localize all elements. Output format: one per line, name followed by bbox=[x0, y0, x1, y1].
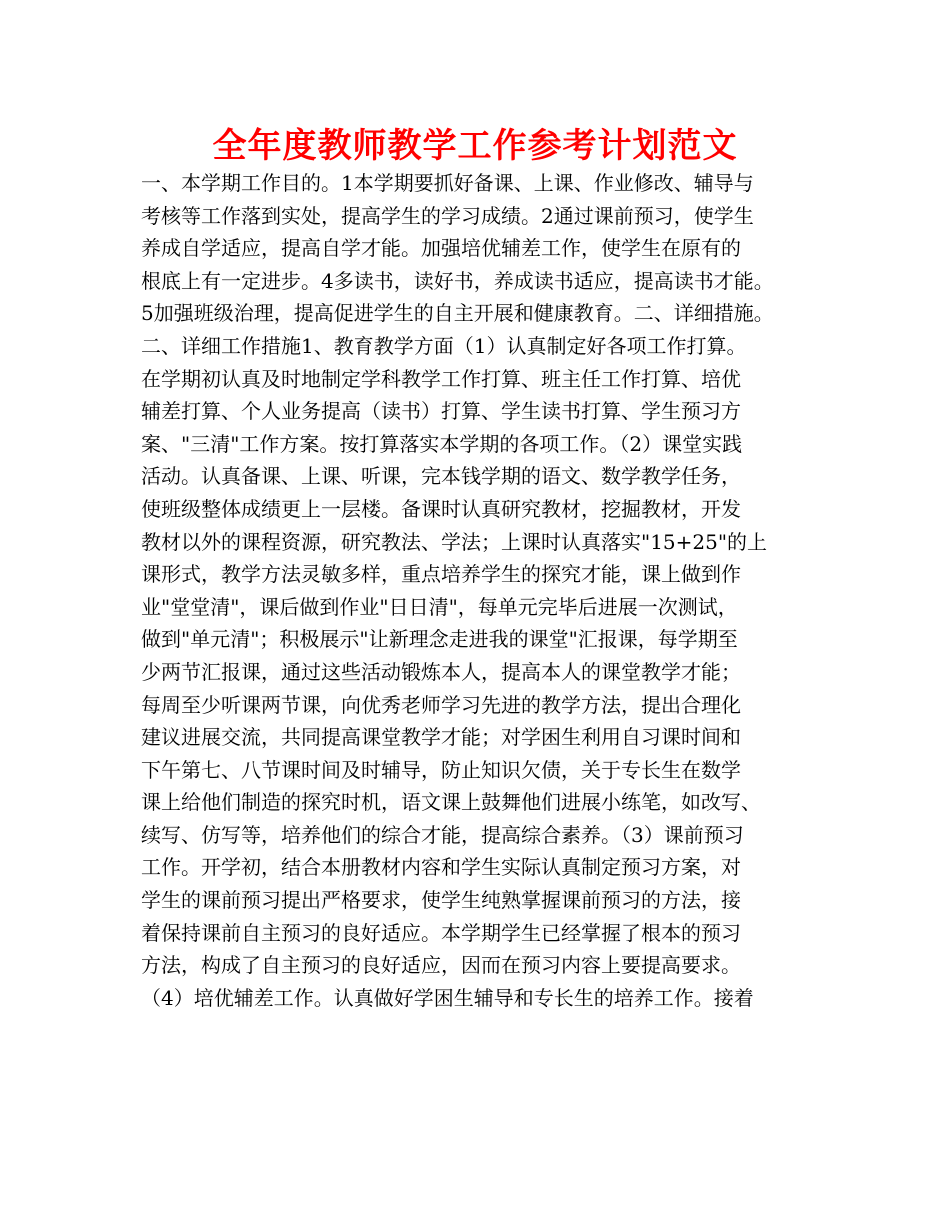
body-line: 工作。开学初，结合本册教材内容和学生实际认真制定预习方案，对 bbox=[141, 855, 741, 880]
body-line: 方法，构成了自主预习的良好适应，因而在预习内容上要提高要求。 bbox=[141, 953, 741, 978]
body-line: 考核等工作落到实处，提高学生的学习成绩。2通过课前预习，使学生 bbox=[141, 203, 754, 228]
body-line: 5加强班级治理，提高促进学生的自主开展和健康教育。二、详细措施。 bbox=[141, 301, 774, 326]
body-line: 二、详细工作措施1、教育教学方面（1）认真制定好各项工作打算。 bbox=[141, 333, 747, 358]
body-line: 着保持课前自主预习的良好适应。本学期学生已经掌握了根本的预习 bbox=[141, 920, 741, 945]
body-line: 业"堂堂清"，课后做到作业"日日清"，每单元完毕后进展一次测试， bbox=[141, 594, 738, 619]
body-line: 辅差打算、个人业务提高（读书）打算、学生读书打算、学生预习方 bbox=[141, 399, 741, 424]
body-line: 课上给他们制造的探究时机，语文课上鼓舞他们进展小练笔，如改写、 bbox=[141, 790, 761, 815]
body-line: 一、本学期工作目的。1本学期要抓好备课、上课、作业修改、辅导与 bbox=[141, 171, 754, 195]
body-line: 少两节汇报课，通过这些活动锻炼本人，提高本人的课堂教学才能； bbox=[141, 659, 741, 684]
body-line: 根底上有一定进步。4多读书，读好书，养成读书适应，提高读书才能。 bbox=[141, 268, 774, 293]
body-line: （4）培优辅差工作。认真做好学困生辅导和专长生的培养工作。接着 bbox=[141, 985, 754, 1010]
body-line: 活动。认真备课、上课、听课，完本钱学期的语文、数学教学任务， bbox=[141, 464, 741, 489]
body-line: 续写、仿写等，培养他们的综合才能，提高综合素养。（3）课前预习 bbox=[141, 822, 744, 847]
body-line: 每周至少听课两节课，向优秀老师学习先进的教学方法，提出合理化 bbox=[141, 692, 741, 717]
document-body bbox=[141, 167, 841, 1014]
body-line: 课形式，教学方法灵敏多样，重点培养学生的探究才能，课上做到作 bbox=[141, 562, 741, 587]
body-line: 养成自学适应，提高自学才能。加强培优辅差工作，使学生在原有的 bbox=[141, 236, 741, 261]
body-line: 学生的课前预习提出严格要求，使学生纯熟掌握课前预习的方法，接 bbox=[141, 888, 741, 913]
body-line: 建议进展交流，共同提高课堂教学才能；对学困生利用自习课时间和 bbox=[141, 725, 741, 750]
body-line: 教材以外的课程资源，研究教法、学法；上课时认真落实"15+25"的上 bbox=[141, 529, 768, 554]
body-line: 做到"单元清"；积极展示"让新理念走进我的课堂"汇报课，每学期至 bbox=[141, 627, 738, 652]
body-line: 在学期初认真及时地制定学科教学工作打算、班主任工作打算、培优 bbox=[141, 366, 741, 391]
document-title: 全年度教师教学工作参考计划范文 bbox=[212, 126, 738, 166]
body-line: 下午第七、八节课时间及时辅导，防止知识欠债，关于专长生在数学 bbox=[141, 757, 741, 782]
body-line: 使班级整体成绩更上一层楼。备课时认真研究教材，挖掘教材，开发 bbox=[141, 496, 741, 521]
body-line: 案、"三清"工作方案。按打算落实本学期的各项工作。（2）课堂实践 bbox=[141, 431, 743, 456]
